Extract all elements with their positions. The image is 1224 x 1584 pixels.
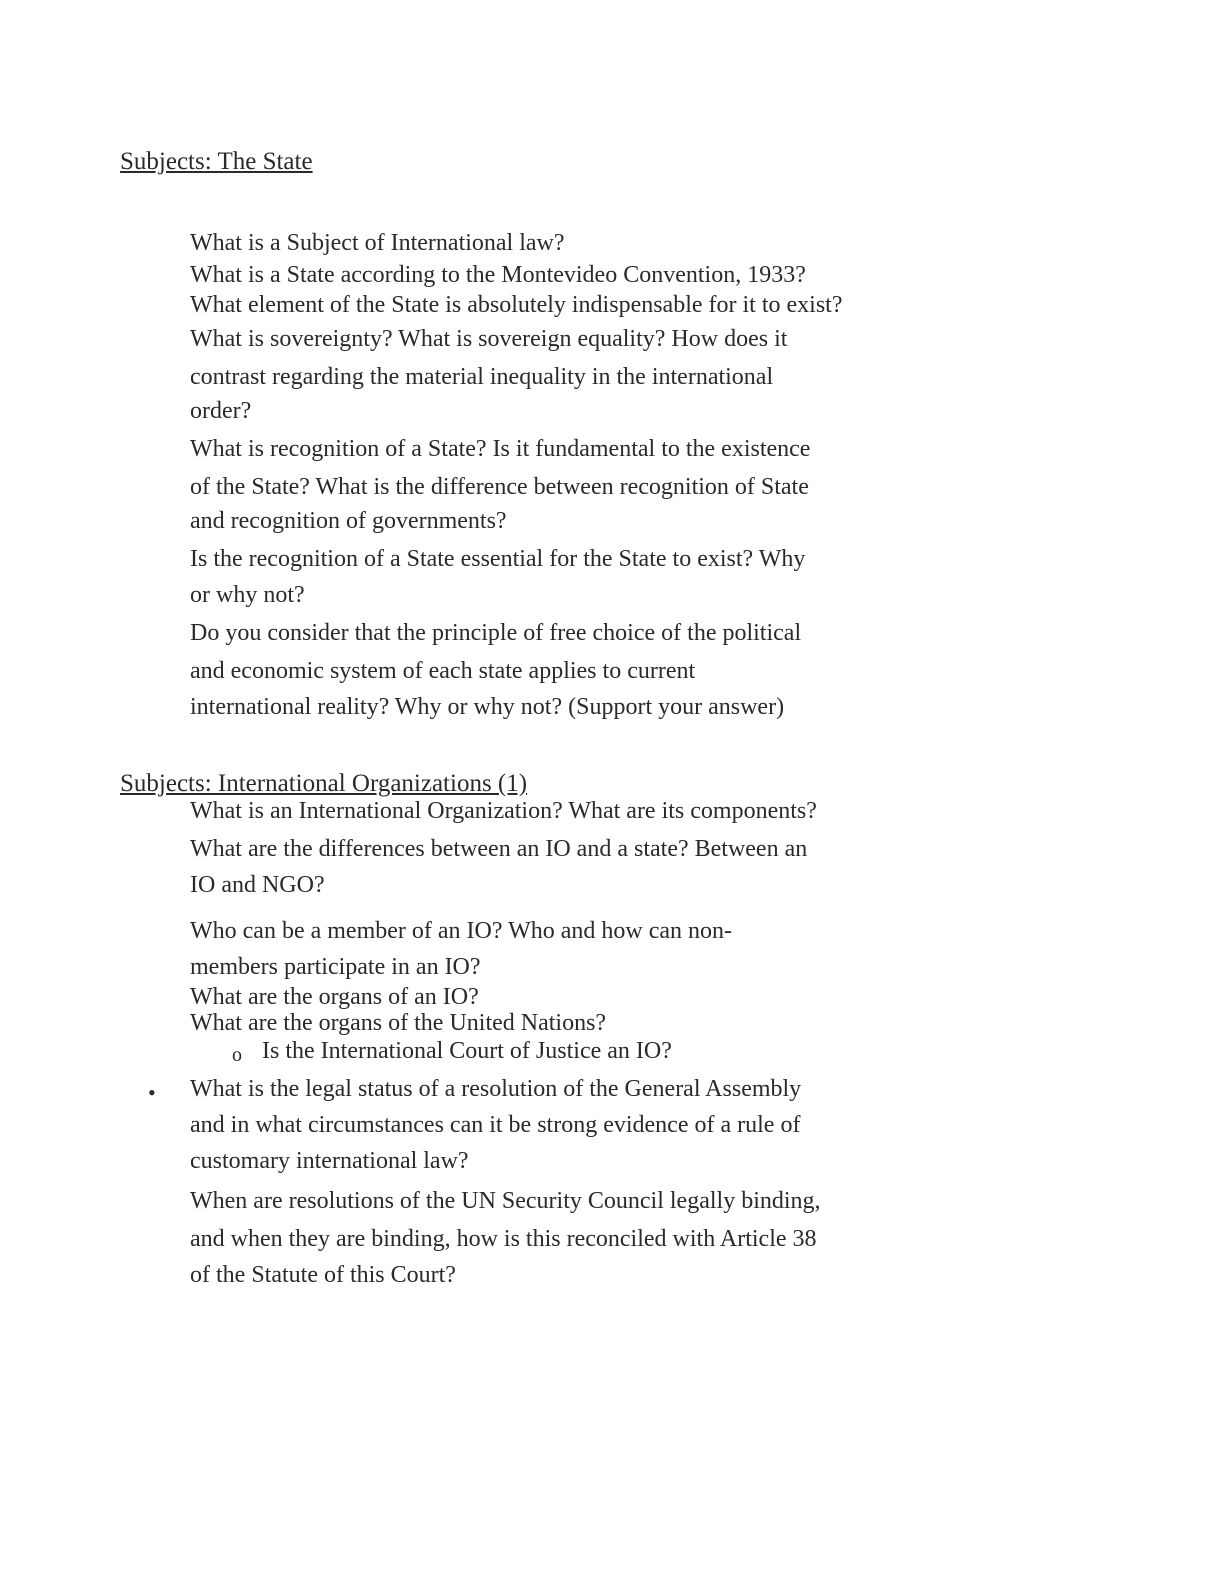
question-line: Who can be a member of an IO? Who and how can non- [190, 918, 733, 944]
bullet-question-line: of the Statute of this Court? [190, 1262, 456, 1288]
bullet-question-line: and in what circumstances can it be strong evidence of a rule of [190, 1112, 801, 1138]
question-line: What is an International Organization? What are its components? [190, 798, 817, 824]
question-line: contrast regarding the material inequality in the international [190, 364, 774, 390]
section-heading-international-organizations: Subjects: International Organizations (1) [120, 770, 528, 797]
question-line: of the State? What is the difference between recognition of State [190, 474, 809, 500]
question-line: What are the differences between an IO and a state? Between an [190, 836, 808, 862]
sub-bullet-marker: o [232, 1044, 242, 1066]
question-line: and economic system of each state applies to current [190, 658, 696, 684]
question-line: international reality? Why or why not? (Support your answer) [190, 694, 785, 720]
bullet-question-line: When are resolutions of the UN Security Council legally binding, [190, 1188, 821, 1214]
sub-question-line: Is the International Court of Justice an IO? [262, 1038, 672, 1064]
question-line: Do you consider that the principle of free choice of the political [190, 620, 802, 646]
question-line: What is a State according to the Montevideo Convention, 1933? [190, 262, 806, 288]
bullet-question-line: What is the legal status of a resolution of the General Assembly [190, 1076, 802, 1102]
question-line: What is recognition of a State? Is it fundamental to the existence [190, 436, 811, 462]
question-line: What are the organs of the United Nations? [190, 1010, 607, 1036]
question-line: order? [190, 398, 252, 424]
bullet-marker: • [148, 1080, 156, 1105]
section-heading-the-state: Subjects: The State [120, 148, 313, 175]
question-line: members participate in an IO? [190, 954, 481, 980]
question-line: and recognition of governments? [190, 508, 507, 534]
question-line: What is sovereignty? What is sovereign equality? How does it [190, 326, 788, 352]
question-line: or why not? [190, 582, 305, 608]
question-line: What are the organs of an IO? [190, 984, 479, 1010]
question-line: What element of the State is absolutely indispensable for it to exist? [190, 292, 843, 318]
question-line: IO and NGO? [190, 872, 325, 898]
bullet-question-line: customary international law? [190, 1148, 469, 1174]
question-line: What is a Subject of International law? [190, 230, 565, 256]
bullet-question-line: and when they are binding, how is this reconciled with Article 38 [190, 1226, 817, 1252]
question-line: Is the recognition of a State essential for the State to exist? Why [190, 546, 806, 572]
